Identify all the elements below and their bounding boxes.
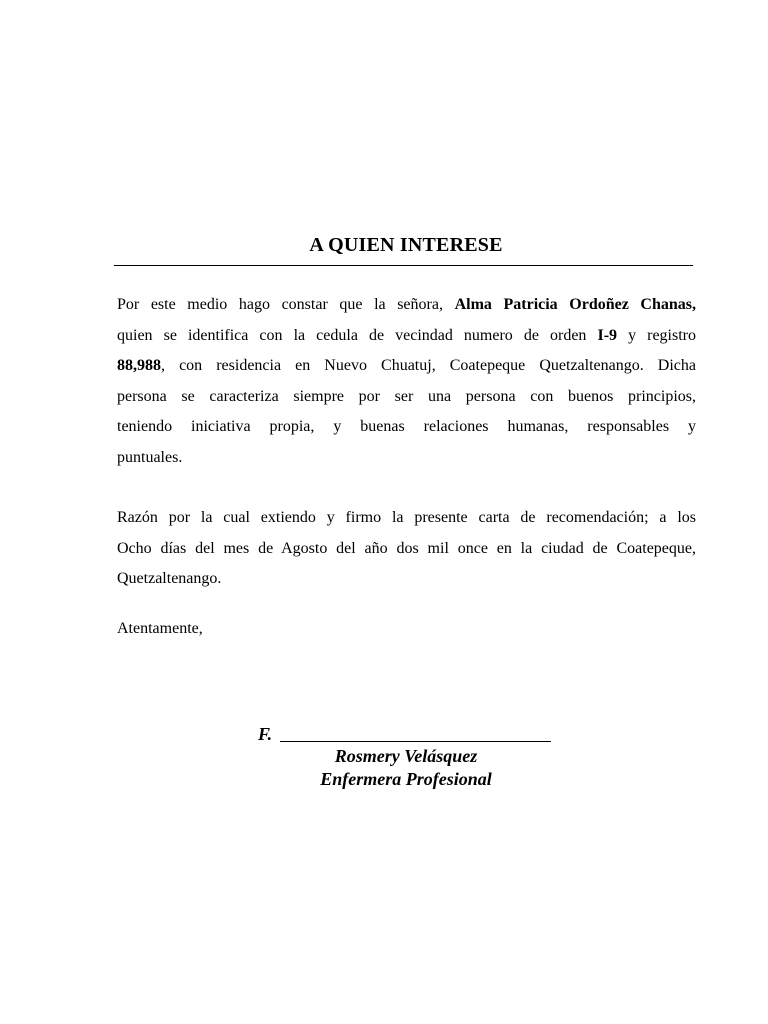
text-segment: Por este medio hago constar que la señora,: [117, 296, 455, 313]
closing-salutation: [117, 614, 696, 645]
paragraph-line: [117, 321, 696, 352]
paragraph-line: [117, 351, 696, 382]
text-segment: , con residencia en Nuevo Chuatuj, Coatepeque Quetzaltenango. Dicha: [161, 357, 696, 374]
person-name: Alma Patricia Ordoñez Chanas,: [454, 296, 696, 313]
paragraph-line: teniendo iniciativa propia, y buenas relaciones humanas, responsables y: [117, 418, 696, 435]
paragraph-line: persona se caracteriza siempre por ser una persona con buenos principios,: [117, 387, 696, 405]
text-segment: y registro: [617, 326, 696, 344]
letter-title: A QUIEN INTERESE: [309, 234, 503, 256]
signer-role: Enfermera Profesional: [320, 769, 492, 789]
paragraph-line: puntuales.: [117, 448, 183, 466]
title-underline: [114, 265, 693, 266]
paragraph-line: Ocho días del mes de Agosto del año dos mil once en la ciudad de Coatepeque,: [117, 539, 696, 557]
text-segment: quien se identifica con la cedula de vecindad numero de orden: [117, 326, 598, 344]
signature-line: [280, 741, 551, 742]
signer-name: Rosmery Velásquez: [334, 746, 478, 766]
signature-prefix: F.: [258, 724, 273, 744]
paragraph-certification: [117, 290, 696, 473]
closing-text: Atentamente,: [117, 620, 203, 637]
registry-number: 88,988: [117, 357, 161, 374]
paragraph-recommendation: [117, 503, 696, 595]
order-number: I-9: [597, 326, 618, 344]
paragraph-line: [117, 290, 696, 321]
paragraph-line: Quetzaltenango.: [117, 570, 222, 587]
paragraph-line: Razón por la cual extiendo y firmo la presente carta de recomendación; a los: [117, 509, 696, 526]
